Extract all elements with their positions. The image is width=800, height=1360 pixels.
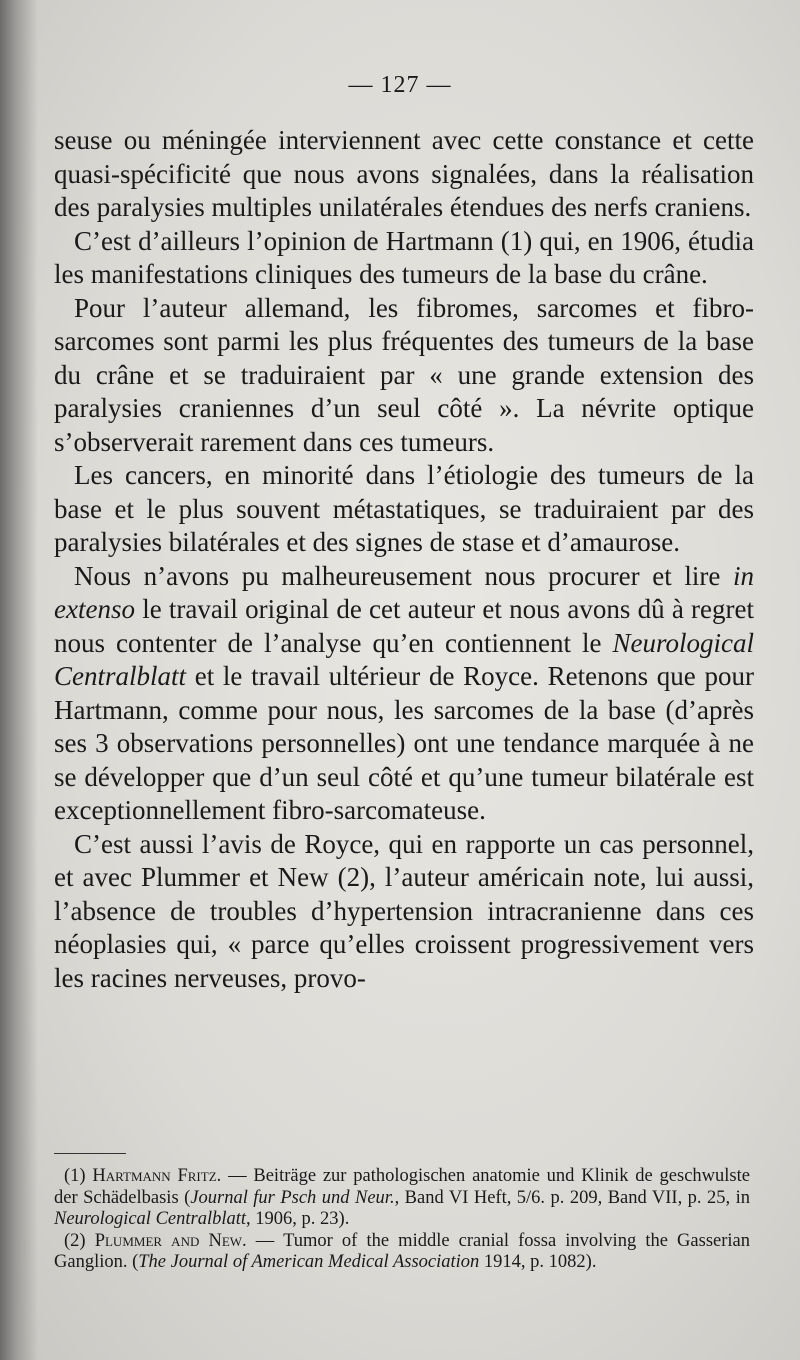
footnote-2-author: Plummer and New. [94,1230,247,1251]
footnote-1-text-c: , 1906, p. 23). [246,1209,350,1229]
paragraph-5-text-a: Nous n’avons pu malheureusement nous procurer et lire [74,560,733,591]
paragraph-4: Les cancers, en minorité dans l’étiologie des tumeurs de la base et le plus souvent métastatiques, se traduiraient par des paralysies bilatérales et des signes de stase et d’amaurose. [54,460,754,557]
footnote-1-text-b: , Band VI Heft, 5/6. p. 209, Band VII, p. 25, in [394,1187,750,1208]
paragraph-5-text-b: le travail original de cet auteur et nous avons dû à regret nous contenter de l’analyse qu’en contiennent le [54,594,754,658]
paragraph-5 [54,560,754,828]
paragraph-3: Pour l’auteur allemand, les fibromes, sarcomes et fibro-sarcomes sont parmi les plus fréquentes des tumeurs de la base du crâne et se traduiraient par « une grande extension des paralysies craniennes d’un seul côté ». La névrite optique s’observerait rarement dans ces tumeurs. [54,292,754,457]
footnote-divider [54,1153,126,1154]
paragraph-6: C’est aussi l’avis de Royce, qui en rapporte un cas personnel, et avec Plummer et New (2), l’auteur américain note, lui aussi, l’absence de troubles d’hypertension intracranienne dans ces néoplasies qui, « parce qu’elles croissent progressivement vers les racines nerveuses, provo- [54,828,754,993]
page-number: — 127 — [348,72,452,98]
footnote-1-italic-centralblatt: Neurological Centralblatt [54,1209,247,1229]
footnote-2-text-b: 1914, p. 1082). [479,1252,597,1272]
footnote-1-italic-journal: Journal fur Psch und Neur. [190,1187,395,1208]
paragraph-5-italic-in-extenso: in extenso [54,560,754,624]
footnote-1-text-a: — Beiträge zur pathologischen anatomie und Klinik de geschwulste der Schädelbasis ( [54,1166,750,1208]
footnote-2-text-a: — Tumor of the middle cranial fossa involving the Gasserian Ganglion. ( [54,1230,750,1272]
footnote-2-number: (2) [64,1230,95,1251]
paragraph-1: seuse ou méningée interviennent avec cette constance et cette quasi-spécificité que nous avons signalées, dans la réalisation des paralysies multiples unilatérales étendues des nerfs craniens. [54,125,754,222]
paragraph-5-text-c: et le travail ultérieur de Royce. Retenons que pour Hartmann, comme pour nous, les sarcomes de la base (d’après ses 3 observations personnelles) ont une tendance marquée à ne se développer que d’un seul côté et qu’une tumeur bilatérale est exceptionnellement fibro-sarcomateuse. [54,661,754,825]
footnote-1-author: Hartmann Fritz. [92,1166,222,1186]
footnote-2-italic-journal: The Journal of American Medical Association [138,1252,480,1272]
footnote-1-number: (1) [64,1166,93,1186]
footnotes [54,1166,750,1274]
paragraph-5-italic-journal: Neurological Centralblatt [54,627,754,691]
page-spine-shadow [0,0,38,1360]
footnote-1 [54,1166,750,1231]
footnote-2 [54,1231,750,1274]
paragraph-2: C’est d’ailleurs l’opinion de Hartmann (1) qui, en 1906, étudia les manifestations cliniques des tumeurs de la base du crâne. [54,225,754,289]
body-text [54,124,754,995]
